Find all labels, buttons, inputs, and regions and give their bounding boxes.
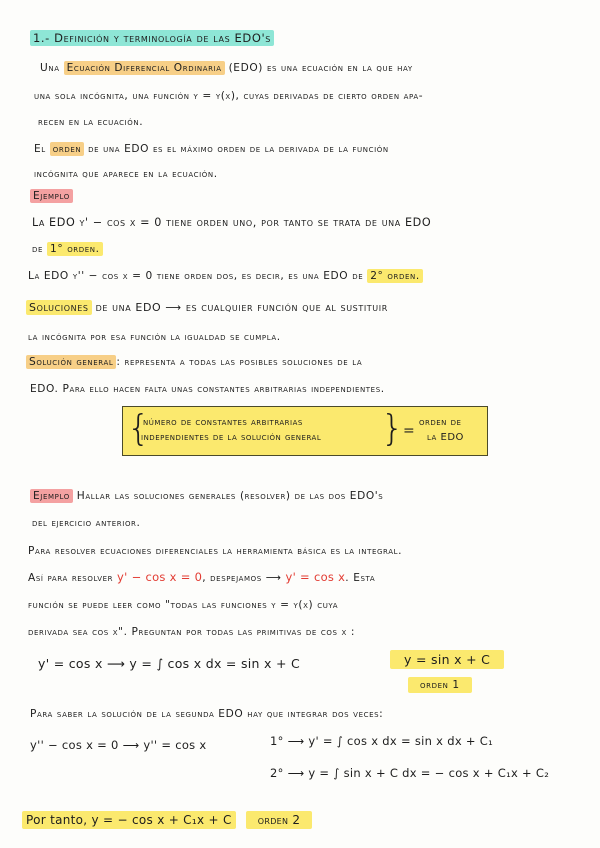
ejemplo-1-segunda-edo: La EDO y'' − cos x = 0 tiene orden dos, es decir, es una EDO de: [28, 270, 364, 282]
ejemplo-2-badge: Ejemplo: [30, 489, 73, 503]
soluciones-line-1: [26, 300, 388, 316]
primer-orden-highlight: 1° orden.: [47, 242, 103, 256]
segundo-orden-highlight: 2° orden.: [367, 269, 423, 283]
edo-definition-line-1: [40, 60, 413, 76]
edo-definition-line-3: recen en la ecuación.: [38, 116, 144, 128]
resolver-line-2: [28, 569, 375, 586]
resolver-line-4: derivada sea cos x". Preguntan por todas las primitivas de cos x :: [28, 626, 356, 638]
ejemplo-1-line-2: [32, 241, 103, 257]
box-rhs-line-2: la EDO: [427, 432, 464, 443]
segunda-edo-left: y'' − cos x = 0 ⟶ y'' = cos x: [30, 738, 207, 752]
box-rhs-line-1: orden de: [419, 417, 462, 428]
resolver-line-3: función se puede leer como "todas las funciones y = y(x) cuya: [28, 599, 339, 611]
box-line-1: número de constantes arbitrarias: [143, 417, 303, 428]
final-result-highlight: Por tanto, y = − cos x + C₁x + C: [22, 811, 236, 829]
orden-prefix: El: [34, 143, 46, 155]
ejemplo-1-line-3: [28, 268, 423, 284]
edo-definition-line-2: una sola incógnita, una función y = y(x), cuyas derivadas de cierto orden apa-: [34, 90, 424, 102]
orden-suffix: de una EDO es el máximo orden de la derivada de la función: [88, 143, 389, 155]
orden-definition-line-1: [34, 141, 389, 157]
segunda-edo-step-1: 1° ⟶ y' = ∫ cos x dx = sin x dx + C₁: [270, 734, 494, 748]
left-brace-icon: {: [127, 408, 150, 449]
box-equals: =: [403, 423, 415, 439]
page-title: [30, 30, 274, 46]
calc-primera-edo: y' = cos x ⟶ y = ∫ cos x dx = sin x + C: [38, 656, 301, 671]
ejemplo-2-text: Hallar las soluciones generales (resolver) de las dos EDO's: [76, 490, 384, 502]
result-primera-edo: [390, 652, 504, 668]
solucion-general-line-2: EDO. Para ello hacen falta unas constantes arbitrarias independientes.: [30, 383, 385, 395]
order-1-highlight: orden 1: [408, 677, 472, 693]
ejemplo-1-badge: Ejemplo: [30, 189, 73, 203]
order-1-badge: [408, 677, 472, 693]
soluciones-line-2: la incógnita por esa función la igualdad se cumpla.: [28, 331, 281, 343]
segunda-edo-step-2: 2° ⟶ y = ∫ sin x + C dx = − cos x + C₁x + C₂: [270, 766, 550, 780]
resolver-esta: . Esta: [345, 572, 376, 584]
solucion-general-term-highlight: Solución general: [26, 355, 116, 369]
ejemplo-1-de: de: [32, 243, 44, 255]
final-result: [22, 812, 312, 828]
result-1-highlight: y = sin x + C: [390, 650, 504, 669]
soluciones-term-highlight: Soluciones: [26, 300, 92, 315]
orden-term-highlight: orden: [50, 142, 84, 156]
ejemplo-1-line-1: La EDO y' − cos x = 0 tiene orden uno, por tanto se trata de una EDO: [32, 216, 432, 229]
ejemplo-2-line-2: del ejercicio anterior.: [32, 517, 141, 529]
order-2-highlight: orden 2: [246, 811, 313, 829]
solucion-general-line-1: [26, 354, 362, 370]
ejemplo-1-label: [30, 188, 73, 204]
orden-definition-line-2: incógnita que aparece en la ecuación.: [34, 168, 218, 180]
segunda-edo-intro: Para saber la solución de la segunda EDO hay que integrar dos veces:: [30, 708, 384, 720]
resolver-intro: Así para resolver: [28, 572, 114, 584]
resolver-despejamos: , despejamos ⟶: [202, 572, 282, 584]
right-brace-icon: }: [381, 408, 404, 449]
solucion-general-definition: : representa a todas las posibles soluciones de la: [116, 356, 363, 368]
edo-definition-suffix: (EDO) es una ecuación en la que hay: [228, 62, 413, 74]
edo-term-highlight: Ecuación Diferencial Ordinaria: [64, 61, 225, 75]
equation-red-1: y' − cos x = 0: [117, 570, 203, 584]
equation-red-2: y' = cos x: [285, 570, 346, 584]
soluciones-definition: de una EDO ⟶ es cualquier función que al sustituir: [95, 301, 388, 314]
orden-relation-box: [122, 406, 488, 456]
box-line-2: independientes de la solución general: [141, 432, 322, 443]
resolver-line-1: Para resolver ecuaciones diferenciales la herramienta básica es la integral.: [28, 545, 403, 557]
ejemplo-2-line-1: [30, 488, 383, 504]
edo-definition-prefix: Una: [40, 62, 60, 74]
page-title-text: 1.- Definición y terminología de las EDO's: [30, 30, 274, 46]
